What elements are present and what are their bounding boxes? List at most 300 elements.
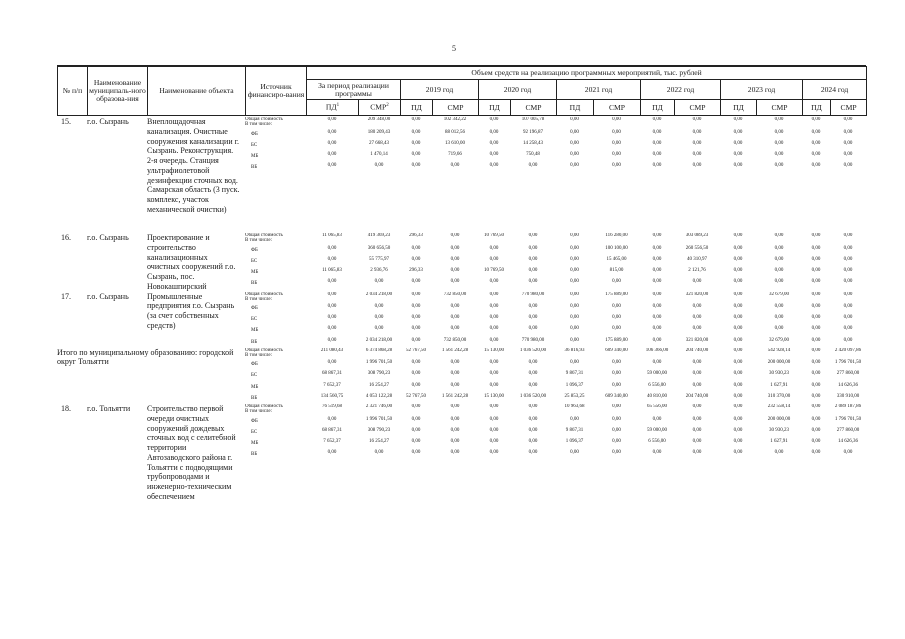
value-line: 0,00 [489, 256, 499, 262]
value-line: 0,00 [528, 233, 538, 238]
value-cell [802, 233, 830, 292]
value-line: 2 121,76 [688, 267, 706, 273]
page-number: 5 [452, 44, 456, 53]
value-line: 0,00 [450, 245, 460, 251]
object-name: Проектирование и строительство канализационных очистных сооружений г.о. Сызрань, пос. Новокашпирский [147, 233, 236, 291]
header-volume: Объем средств на реализацию программных мероприятий, тыс. рублей [307, 67, 867, 80]
value-line: 0,00 [733, 245, 743, 251]
value-line: 0,00 [612, 151, 621, 157]
value-line: 0,00 [374, 315, 384, 321]
value-cell [640, 292, 674, 348]
value-line: 0,00 [692, 326, 702, 332]
header-pd: ПД [401, 100, 433, 116]
value-line: 0,00 [489, 416, 499, 422]
value-line: 0,00 [411, 360, 421, 366]
value-line: 0,00 [843, 326, 853, 332]
source-total-label: Общая стоимость [245, 404, 283, 409]
value-line: 0,00 [774, 117, 784, 122]
value-line: 0,00 [570, 233, 579, 238]
value-line: 0,00 [450, 163, 460, 169]
value-line: 0,00 [692, 140, 702, 146]
value-line: 0,00 [612, 140, 621, 146]
value-line: 14 626,36 [838, 382, 858, 388]
value-line: 0,00 [692, 360, 702, 366]
value-line: 0,00 [612, 304, 621, 310]
value-line: 0,00 [528, 416, 538, 422]
value-line: 0,00 [811, 291, 821, 297]
value-line: 750,48 [526, 151, 540, 157]
value-line: 0,00 [733, 393, 743, 399]
value-line: 40 810,00 [647, 393, 667, 399]
value-line: 296,33 [409, 267, 423, 273]
value-cell [306, 292, 358, 348]
value-line: 30 930,23 [769, 371, 789, 377]
value-line: 0,00 [489, 450, 499, 456]
value-line: 0,00 [450, 450, 460, 456]
value-line: 200 000,00 [767, 360, 791, 366]
value-line: 0,00 [652, 151, 662, 157]
value-line: 0,00 [327, 256, 337, 262]
value-line: 0,00 [489, 279, 499, 285]
header-smr: СМР [594, 100, 641, 116]
source-fb-label: ФБ [251, 362, 258, 368]
value-line: 0,00 [733, 315, 743, 321]
value-line: 0,00 [811, 326, 821, 332]
value-line: 0,00 [612, 404, 621, 409]
value-line: 2 034 218,00 [365, 337, 393, 343]
value-line: 0,00 [733, 360, 743, 366]
value-line: 308 790,23 [367, 371, 391, 377]
value-line: 134 560,75 [320, 393, 344, 399]
value-line: 0,00 [489, 371, 499, 377]
value-cell [593, 292, 640, 348]
value-line: 0,00 [774, 279, 784, 285]
header-year-2021: 2021 год [557, 80, 641, 100]
value-cell [802, 292, 830, 348]
value-line: 0,00 [652, 117, 662, 122]
value-line: 59 000,00 [647, 427, 667, 433]
value-line: 0,00 [811, 416, 821, 422]
value-line: 11 065,83 [322, 233, 342, 238]
value-line: 0,00 [811, 371, 821, 377]
value-line: 732 850,00 [443, 337, 467, 343]
value-line: 10 769,50 [484, 233, 504, 238]
object-name: Внеплощадочная канализация. Очистные сооружения канализации г. Сызрань. Реконструкция. 2-я очередь. Станция ультрафиолетовой дезинфекции сточных вод. Самарская область (3 пуск. комплекс, участок механической очистки) [147, 117, 240, 214]
value-line: 0,00 [811, 245, 821, 251]
value-line: 0,00 [843, 304, 853, 310]
value-line: 0,00 [374, 279, 384, 285]
value-line: 1 627,91 [770, 438, 788, 444]
value-line: 0,00 [733, 450, 743, 456]
value-line: 0,00 [450, 438, 460, 444]
value-line: 0,00 [327, 360, 337, 366]
value-line: 0,00 [843, 151, 853, 157]
source-labels [245, 233, 306, 292]
value-line: 204 740,00 [685, 393, 709, 399]
value-cell [640, 404, 674, 514]
value-line: 2 936,76 [370, 267, 388, 273]
value-cell [510, 348, 556, 404]
value-line: 0,00 [692, 416, 702, 422]
value-line: 0,00 [652, 450, 662, 456]
value-line: 0,00 [570, 304, 579, 310]
value-line: 0,00 [450, 326, 460, 332]
value-line: 15 130,00 [484, 393, 504, 399]
value-line: 0,00 [774, 326, 784, 332]
header-year-2019: 2019 год [401, 80, 479, 100]
source-total-label: Общая стоимость [245, 233, 283, 238]
table-row [57, 292, 866, 348]
source-fb-label: ФБ [251, 418, 258, 424]
value-line: 0,00 [528, 427, 538, 433]
value-line: 0,00 [528, 304, 538, 310]
value-line: 0,00 [652, 337, 662, 343]
value-line: 0,00 [733, 140, 743, 146]
source-fb-label: ФБ [251, 247, 258, 253]
value-line: 0,00 [692, 129, 702, 135]
value-line: 68 867,31 [322, 427, 342, 433]
value-line: 0,00 [489, 326, 499, 332]
value-line: 204 740,00 [685, 347, 709, 353]
value-cell [720, 348, 756, 404]
value-line: 16 254,27 [369, 382, 389, 388]
value-line: 0,00 [528, 404, 538, 409]
value-line: 15 130,00 [484, 347, 504, 353]
value-line: 0,00 [411, 256, 421, 262]
value-line: 2 321 746,00 [365, 404, 393, 409]
value-line: 0,00 [411, 404, 421, 409]
value-line: 0,00 [489, 163, 499, 169]
value-line: 32 679,00 [769, 291, 789, 297]
value-line: 0,00 [811, 315, 821, 321]
value-line: 0,00 [811, 151, 821, 157]
value-line: 0,00 [692, 279, 702, 285]
header-smr-period: СМР$^2$ [359, 100, 401, 116]
value-line: 0,00 [811, 404, 821, 409]
value-line: 0,00 [327, 140, 337, 146]
value-line: 0,00 [612, 427, 621, 433]
table-row [57, 117, 866, 233]
value-line: 0,00 [733, 371, 743, 377]
value-line: 40 310,97 [687, 256, 707, 262]
value-line: 0,00 [692, 371, 702, 377]
source-incl-label: В том числе: [245, 122, 273, 128]
value-line: 0,00 [843, 337, 853, 343]
value-line: 0,00 [843, 279, 853, 285]
value-cell [400, 117, 432, 233]
value-line: 0,00 [733, 163, 743, 169]
value-line: 260 556,50 [685, 245, 709, 251]
value-line: 0,00 [612, 450, 621, 456]
value-cell [556, 233, 593, 292]
value-line: 76 519,68 [322, 404, 342, 409]
value-line: 542 928,14 [767, 347, 791, 353]
value-line: 0,00 [327, 416, 337, 422]
value-line: 770 980,00 [521, 291, 545, 297]
value-cell [720, 233, 756, 292]
value-line: 1 096,37 [565, 382, 584, 388]
value-line: 0,00 [489, 382, 499, 388]
value-cell [720, 117, 756, 233]
value-line: 0,00 [652, 304, 662, 310]
value-line: 2 420 097,86 [834, 347, 862, 353]
value-line: 0,00 [652, 129, 662, 135]
value-line: 0,00 [450, 404, 460, 409]
value-cell [674, 233, 720, 292]
value-line: 0,00 [733, 267, 743, 273]
value-line: 0,00 [733, 291, 743, 297]
value-line: 277 860,00 [836, 371, 860, 377]
value-line: 6 374 868,28 [365, 347, 393, 353]
value-line: 0,00 [733, 304, 743, 310]
value-line: 14 626,36 [838, 438, 858, 444]
source-vb-label: ВБ [251, 452, 258, 458]
value-line: 0,00 [489, 245, 499, 251]
value-line: 1 796 701,50 [834, 416, 862, 422]
value-cell [478, 292, 510, 348]
value-cell [756, 292, 802, 348]
source-mb-label: МБ [251, 269, 259, 275]
value-line: 0,00 [450, 360, 460, 366]
value-line: 0,00 [489, 140, 499, 146]
value-line: 6 556,00 [648, 382, 666, 388]
value-line: 1 096,37 [565, 438, 584, 444]
source-total-label: Общая стоимость [245, 117, 283, 122]
value-line: 0,00 [843, 163, 853, 169]
header-period: За период реализации программы [307, 80, 401, 100]
value-line: 0,00 [733, 129, 743, 135]
value-line: 0,00 [411, 140, 421, 146]
value-line: 0,00 [843, 245, 853, 251]
value-line: 0,00 [374, 163, 384, 169]
value-line: 0,00 [652, 140, 662, 146]
source-vb-label: ВБ [251, 395, 258, 401]
value-line: 0,00 [411, 315, 421, 321]
value-cell [400, 292, 432, 348]
value-line: 0,00 [450, 416, 460, 422]
value-line: 0,00 [843, 267, 853, 273]
value-line: 0,00 [528, 360, 538, 366]
value-cell [593, 233, 640, 292]
row-number: 17. [61, 291, 71, 301]
value-line: 116 280,00 [605, 233, 628, 238]
source-labels [245, 348, 306, 404]
value-line: 0,00 [327, 151, 337, 157]
value-cell [830, 233, 866, 292]
value-cell [640, 117, 674, 233]
value-line: 0,00 [652, 360, 662, 366]
value-line: 0,00 [811, 163, 821, 169]
value-line: 1 470,14 [370, 151, 388, 157]
value-line: 0,00 [733, 404, 743, 409]
header-smr: СМР [433, 100, 479, 116]
value-line: 0,00 [570, 360, 579, 366]
value-line: 0,00 [612, 382, 621, 388]
value-line: 0,00 [570, 337, 579, 343]
value-line: 0,00 [733, 326, 743, 332]
value-line: 308 790,23 [367, 427, 391, 433]
value-cell [556, 292, 593, 348]
value-line: 32 679,00 [769, 337, 789, 343]
value-line: 0,00 [489, 304, 499, 310]
value-line: 0,00 [612, 360, 621, 366]
value-line: 1 996 701,50 [365, 360, 393, 366]
value-cell [830, 404, 866, 514]
value-line: 0,00 [843, 129, 853, 135]
header-year-2020: 2020 год [479, 80, 557, 100]
value-line: 0,00 [733, 151, 743, 157]
value-line: 0,00 [327, 279, 337, 285]
value-line: 0,00 [811, 267, 821, 273]
header-pd: ПД [803, 100, 831, 116]
value-cell [478, 117, 510, 233]
value-line: 0,00 [692, 304, 702, 310]
row-number: 18. [61, 404, 71, 413]
value-line: 0,00 [692, 163, 702, 169]
municipality-name: г.о. Сызрань [87, 291, 129, 301]
value-line: 6 556,00 [648, 438, 666, 444]
value-cell [720, 404, 756, 514]
value-line: 609 340,00 [605, 393, 628, 399]
source-mb-label: МБ [251, 153, 259, 159]
value-line: 0,00 [733, 279, 743, 285]
value-line: 0,00 [733, 438, 743, 444]
value-line: 52 767,50 [406, 393, 426, 399]
value-line: 1 996 701,50 [365, 416, 393, 422]
source-mb-label: МБ [251, 440, 259, 446]
value-cell [640, 233, 674, 292]
value-line: 14 258,43 [523, 140, 543, 146]
header-smr: СМР [511, 100, 557, 116]
value-line: 0,00 [528, 438, 538, 444]
value-line: 0,00 [774, 233, 784, 238]
value-line: 88 012,56 [445, 129, 465, 135]
value-line: 0,00 [774, 315, 784, 321]
value-line: 175 889,00 [605, 337, 628, 343]
value-cell [400, 404, 432, 514]
value-line: 0,00 [528, 326, 538, 332]
value-line: 1 561 242,28 [441, 347, 469, 353]
value-line: 0,00 [733, 117, 743, 122]
value-line: 0,00 [811, 256, 821, 262]
value-line: 0,00 [652, 233, 662, 238]
value-line: 0,00 [327, 245, 337, 251]
value-line: 0,00 [411, 438, 421, 444]
value-line: 0,00 [570, 416, 579, 422]
header-smr: СМР [831, 100, 867, 116]
value-line: 0,00 [652, 163, 662, 169]
value-line: 0,00 [570, 245, 579, 251]
value-line: 107 005,78 [521, 117, 545, 122]
value-line: 7 652,37 [323, 382, 341, 388]
value-cell [432, 404, 478, 514]
value-line: 0,00 [374, 450, 384, 456]
source-labels [245, 117, 306, 233]
municipality-name: г.о. Сызрань [87, 117, 129, 126]
value-line: 0,00 [652, 267, 662, 273]
value-cell [432, 292, 478, 348]
value-line: 0,00 [612, 129, 621, 135]
row-number: 16. [61, 233, 71, 242]
source-mb-label: МБ [251, 384, 259, 390]
value-cell [640, 348, 674, 404]
value-line: 0,00 [489, 291, 499, 297]
value-line: 10 963,68 [564, 404, 585, 409]
value-line: 0,00 [811, 360, 821, 366]
header-source: Источник финансиро-вания [246, 67, 307, 116]
value-cell [510, 117, 556, 233]
value-cell [306, 117, 358, 233]
value-line: 175 889,00 [605, 291, 628, 297]
value-line: 0,00 [489, 117, 499, 122]
value-line: 0,00 [811, 393, 821, 399]
header-pd: ПД [479, 100, 511, 116]
value-line: 719,66 [448, 151, 462, 157]
value-line: 0,00 [811, 233, 821, 238]
value-line: 0,00 [570, 450, 579, 456]
value-line: 211 080,43 [320, 347, 344, 353]
value-line: 0,00 [733, 382, 743, 388]
value-line: 0,00 [450, 256, 460, 262]
value-line: 0,00 [450, 304, 460, 310]
value-line: 0,00 [411, 416, 421, 422]
value-line: 0,00 [774, 304, 784, 310]
value-line: 0,00 [528, 279, 538, 285]
value-line: 0,00 [570, 140, 579, 146]
value-line: 0,00 [811, 438, 821, 444]
value-line: 0,00 [811, 450, 821, 456]
value-cell [306, 348, 358, 404]
value-line: 0,00 [570, 267, 579, 273]
header-pd: ПД [557, 100, 594, 116]
value-line: 0,00 [570, 256, 579, 262]
value-line: 0,00 [411, 291, 421, 297]
header-object: Наименование объекта [148, 67, 246, 116]
value-line: 321 820,00 [685, 291, 709, 297]
value-line: 732 850,00 [443, 291, 467, 297]
value-line: 0,00 [612, 163, 621, 169]
object-name: Строительство первой очереди очистных сооружений дождевых сточных вод с селитебной территории Автозаводского района г. Тольятти с подводящими трубопроводами и инженерно-техническим обеспечением [147, 404, 236, 501]
header-smr: СМР [675, 100, 721, 116]
value-line: 0,00 [774, 129, 784, 135]
value-line: 0,00 [327, 326, 337, 332]
value-line: 9 867,31 [565, 371, 584, 377]
value-cell [556, 404, 593, 514]
value-line: 0,00 [811, 427, 821, 433]
value-line: 0,00 [612, 438, 621, 444]
value-line: 0,00 [528, 371, 538, 377]
value-line: 0,00 [612, 416, 621, 422]
value-line: 0,00 [528, 163, 538, 169]
value-line: 11 065,83 [322, 267, 342, 273]
source-vb-label: ВБ [251, 165, 258, 171]
source-bs-label: БС [251, 373, 258, 379]
value-line: 0,00 [411, 450, 421, 456]
value-cell [432, 233, 478, 292]
value-line: 16 254,27 [369, 438, 389, 444]
value-line: 0,00 [489, 337, 499, 343]
value-line: 0,00 [612, 117, 621, 122]
value-cell [478, 404, 510, 514]
value-line: 36 816,93 [564, 347, 585, 353]
value-line: 0,00 [811, 347, 821, 353]
value-line: 815,00 [609, 267, 624, 273]
value-line: 360 656,50 [367, 245, 391, 251]
value-line: 0,00 [450, 371, 460, 377]
value-line: 1 036 520,00 [519, 347, 547, 353]
value-line: 0,00 [411, 163, 421, 169]
value-line: 232 558,14 [767, 404, 791, 409]
